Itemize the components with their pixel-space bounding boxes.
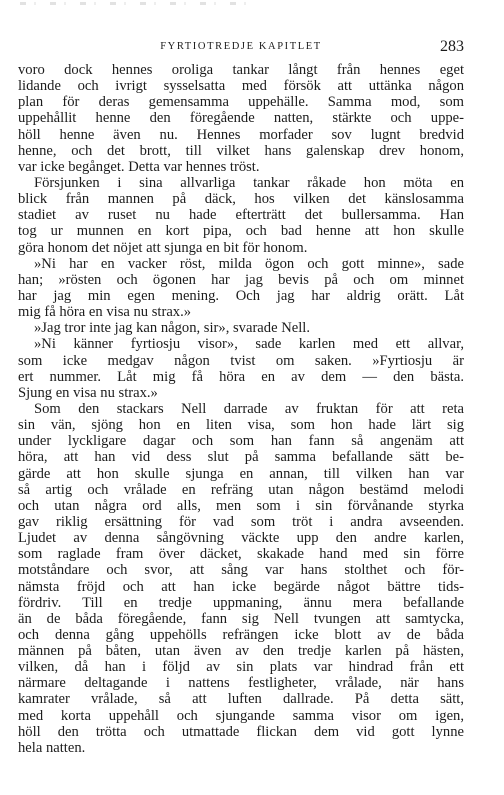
text-line: som icke medgav någon tvist om saken. »Fyrtiosju är — [18, 352, 464, 369]
text-line: Ljudet av denna sångövning väckte upp den andre karlen, — [18, 530, 464, 547]
text-line: och utan några ord alls, men som i sin förvånande styrka — [18, 497, 464, 514]
scan-artifact — [20, 2, 260, 5]
text-line: gärde att hon skulle sjunga en annan, till vilken han var — [18, 465, 464, 482]
text-line: »Jag tror inte jag kan någon, sir», svarade Nell. — [34, 320, 310, 337]
text-line: Sjung en visa nu strax.» — [18, 384, 158, 401]
text-line: höll den trötta och utmattade flickan dem vid gott lynne — [18, 723, 464, 740]
text-line: gav riklig ersättning för vad som tröt i andra avseenden. — [18, 513, 464, 530]
page-number: 283 — [440, 38, 464, 55]
text-line: voro dock hennes oroliga tankar långt från hennes eget — [18, 62, 464, 78]
text-line: han; »rösten och ögonen har jag bevis på och om minnet — [18, 271, 464, 288]
text-line: plan för deras gemensamma uppehälle. Samma mod, som — [18, 94, 464, 111]
text-line: som raglade fram över däcket, skakade hand med sin förre — [18, 546, 464, 563]
text-line: än de båda föregående, fann sig Nell tvungen att samtycka, — [18, 610, 464, 627]
text-line: hela natten. — [18, 739, 86, 756]
text-line: kamrater vrålade, så att luften dallrade. På detta sätt, — [18, 691, 464, 708]
text-line: Som den stackars Nell darrade av fruktan för att reta — [34, 400, 464, 417]
running-head: FYRTIOTREDJE KAPITLET — [160, 41, 322, 52]
text-line: vilken, då han i följd av sin plats var hindrad från ett — [18, 659, 464, 676]
page-header — [18, 38, 464, 58]
text-line: stadiet av ruset nu hade efterträtt det bullersamma. Han — [18, 207, 464, 224]
text-line: har jag min egen mening. Och jag har aldrig orätt. Låt — [18, 287, 464, 304]
text-line: blick från mannen på däck, hos vilken det känslosamma — [18, 191, 464, 208]
text-line: uppehållit henne den föregående natten, stärkte och uppe- — [18, 110, 464, 127]
text-line: »Ni har en vacker röst, milda ögon och gott minne», sade — [34, 255, 464, 272]
text-line: lidande och ivrigt sysselsatta med försök att uttänka någon — [18, 78, 464, 95]
text-line: sin vän, sjöng hon en liten visa, som hon hade lärt sig — [18, 417, 464, 434]
text-line: göra honom det nöjet att sjunga en bit för honom. — [18, 239, 308, 256]
text-line: och denna gång uppehölls refrängen icke blott av de båda — [18, 626, 464, 643]
text-line: motståndare och svor, att sång var hans stolthet och för- — [18, 562, 464, 579]
text-line: »Ni känner fyrtiosju visor», sade karlen med ett allvar, — [34, 336, 464, 353]
text-line: var icke begånget. Detta var hennes tröst. — [18, 158, 260, 175]
body-text — [18, 62, 464, 756]
text-line: männen på båten, utan även av den tredje karlen på hästen, — [18, 643, 464, 660]
text-line: ert nummer. Låt mig få höra en av dem — den bästa. — [18, 368, 464, 385]
text-line: henne, och det brott, till vilket hans galenskap drev honom, — [18, 142, 464, 159]
text-line: fördriv. Till en tredje uppmaning, ännu mera befallande — [18, 594, 464, 611]
text-line: närmare deltagande i nattens festligheter, vrålade, när hans — [18, 675, 464, 692]
text-line: under lyckligare dagar och som han fann så angenäm att — [18, 433, 464, 450]
text-line: med korta uppehåll och sjungande samma visor om igen, — [18, 707, 464, 724]
text-line: så artig och vrålade en refräng utan någon bestämd melodi — [18, 481, 464, 498]
text-line: höll henne även nu. Hennes morfader sov lugnt bredvid — [18, 126, 464, 143]
text-line: höra, att han vid dess slut på samma befallande sätt be- — [18, 449, 464, 466]
text-line: Försjunken i sina allvarliga tankar råkade hon möta en — [34, 174, 464, 191]
text-line: nämsta fröjd och att han icke begärde något bättre tids- — [18, 578, 464, 595]
text-line: mig få höra en visa nu strax.» — [18, 304, 192, 321]
text-line: tog ur munnen en kort pipa, och bad henne att hon skulle — [18, 223, 464, 240]
